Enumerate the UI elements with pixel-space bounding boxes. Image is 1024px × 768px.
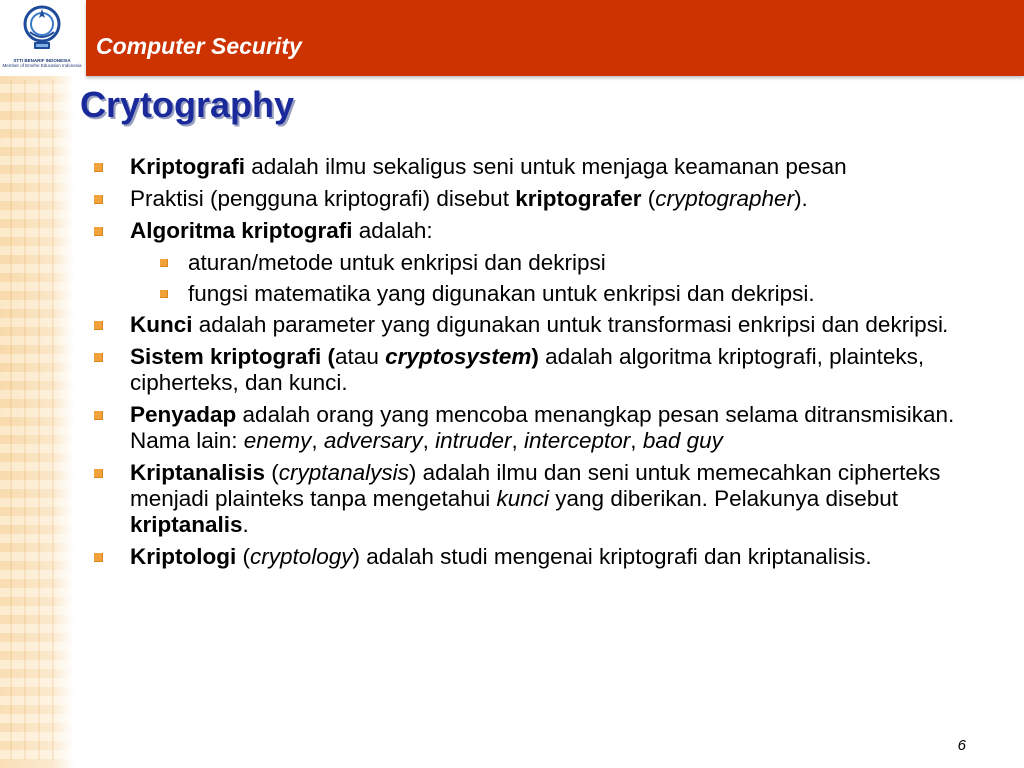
item-text: fungsi matematika yang digunakan untuk enkripsi dan dekripsi.	[188, 281, 815, 306]
item-term: kriptanalis	[130, 512, 243, 537]
item-text: ,	[630, 428, 643, 453]
bullet-square-icon	[94, 195, 103, 204]
item-italic: cryptographer	[655, 186, 795, 211]
item-italic: adversary	[323, 428, 423, 453]
item-term: Kriptanalisis	[130, 460, 266, 485]
item-term: Kriptografi	[130, 154, 245, 179]
logo-caption	[0, 58, 84, 68]
institution-emblem-icon	[22, 4, 62, 56]
bullet-square-icon	[94, 411, 103, 420]
item-term: Penyadap	[130, 402, 237, 427]
list-item	[0, 460, 1024, 538]
page-number: 6	[957, 737, 966, 754]
item-term: Kriptologi	[130, 544, 237, 569]
list-item	[0, 344, 1024, 396]
sub-list-item	[0, 281, 1024, 307]
logo	[0, 0, 84, 76]
item-bold-italic: cryptosystem	[385, 344, 532, 369]
item-text: adalah orang yang mencoba menangkap pesan selama ditransmisikan. Nama lain:	[130, 402, 955, 453]
bullet-square-icon	[94, 553, 103, 562]
item-text: aturan/metode untuk enkripsi dan dekripsi	[188, 250, 606, 275]
item-term: kriptografer	[515, 186, 642, 211]
list-item	[0, 154, 1024, 180]
item-text: ,	[311, 428, 324, 453]
item-italic: enemy	[243, 428, 312, 453]
item-term: )	[531, 344, 539, 369]
item-text: ,	[422, 428, 436, 453]
item-text: .	[242, 512, 249, 537]
item-text: ) adalah ilmu dan seni untuk memecahkan cipherteks menjadi plainteks tanpa mengetahui	[130, 460, 941, 511]
list-item	[0, 544, 1024, 570]
item-italic: bad guy	[642, 428, 723, 453]
bullet-square-icon	[94, 321, 103, 330]
item-italic: kunci	[496, 486, 550, 511]
slide-title: Crytography	[80, 84, 295, 125]
bullet-square-icon	[160, 259, 168, 267]
logo-line-1: STTI BENARIF INDONESIA	[13, 58, 71, 63]
bullet-square-icon	[94, 163, 103, 172]
item-italic: .	[942, 312, 950, 337]
item-term: Algoritma kriptografi	[130, 218, 353, 243]
item-term: Kunci	[130, 312, 193, 337]
item-term: Sistem kriptografi (	[130, 344, 336, 369]
list-item	[0, 186, 1024, 212]
item-text: (	[641, 186, 656, 211]
item-text: ,	[511, 428, 524, 453]
item-italic: intruder	[435, 428, 512, 453]
bullet-square-icon	[94, 469, 103, 478]
item-text: adalah parameter yang digunakan untuk transformasi enkripsi dan dekripsi	[192, 312, 943, 337]
header-title: Computer Security	[96, 33, 302, 59]
list-item	[0, 402, 1024, 454]
bullet-square-icon	[160, 290, 168, 298]
item-italic: cryptanalysis	[278, 460, 409, 485]
logo-line-2: Member of Emirhe Education Indonesia	[2, 63, 82, 68]
item-text: yang diberikan. Pelakunya disebut	[549, 486, 899, 511]
sub-list-item	[0, 250, 1024, 276]
item-italic: cryptology	[249, 544, 353, 569]
item-text: Praktisi (pengguna kriptografi) disebut	[130, 186, 516, 211]
item-text: ).	[794, 186, 808, 211]
list-item	[0, 218, 1024, 244]
bullet-list	[0, 154, 1024, 576]
item-text: (	[265, 460, 279, 485]
list-item	[0, 312, 1024, 338]
item-text: (	[236, 544, 250, 569]
item-text: atau	[335, 344, 386, 369]
item-italic: interceptor	[523, 428, 631, 453]
bullet-square-icon	[94, 353, 103, 362]
item-text: adalah:	[352, 218, 433, 243]
item-text: adalah ilmu sekaligus seni untuk menjaga keamanan pesan	[245, 154, 847, 179]
item-text: ) adalah studi mengenai kriptografi dan kriptanalisis.	[352, 544, 872, 569]
item-text: adalah algoritma kriptografi, plainteks, cipherteks, dan kunci.	[130, 344, 925, 395]
bullet-square-icon	[94, 227, 103, 236]
